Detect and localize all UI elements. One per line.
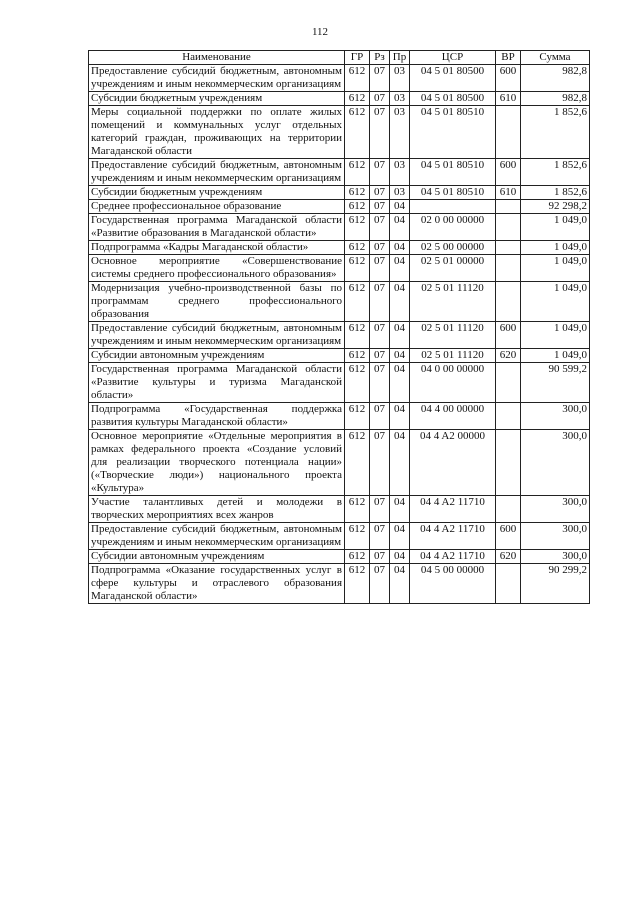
cell-rz: 07 <box>370 363 390 403</box>
cell-sum: 1 852,6 <box>521 159 590 186</box>
cell-vr: 610 <box>496 186 521 200</box>
cell-csr: 02 5 01 11120 <box>410 282 496 322</box>
cell-rz: 07 <box>370 92 390 106</box>
table-row <box>89 322 590 349</box>
cell-name: Государственная программа Магаданской области «Развитие культуры и туризма Магаданской области» <box>89 363 345 403</box>
column-header-vr: ВР <box>496 51 521 65</box>
cell-sum: 982,8 <box>521 65 590 92</box>
cell-name: Предоставление субсидий бюджетным, автономным учреждениям и иным некоммерческим организациям <box>89 159 345 186</box>
cell-name: Субсидии бюджетным учреждениям <box>89 186 345 200</box>
column-header-pr: Пр <box>390 51 410 65</box>
cell-pr: 03 <box>390 92 410 106</box>
cell-gr: 612 <box>345 430 370 496</box>
cell-pr: 04 <box>390 322 410 349</box>
cell-vr: 600 <box>496 523 521 550</box>
cell-pr: 04 <box>390 241 410 255</box>
cell-csr: 04 5 01 80500 <box>410 65 496 92</box>
cell-pr: 04 <box>390 200 410 214</box>
cell-rz: 07 <box>370 322 390 349</box>
cell-csr: 02 0 00 00000 <box>410 214 496 241</box>
cell-sum: 90 599,2 <box>521 363 590 403</box>
column-header-rz: Рз <box>370 51 390 65</box>
cell-vr <box>496 363 521 403</box>
table-row <box>89 92 590 106</box>
table-row <box>89 564 590 604</box>
table-row <box>89 200 590 214</box>
cell-name: Субсидии автономным учреждениям <box>89 349 345 363</box>
table-row <box>89 241 590 255</box>
table-row <box>89 550 590 564</box>
cell-name: Участие талантливых детей и молодежи в творческих мероприятиях всех жанров <box>89 496 345 523</box>
cell-name: Субсидии автономным учреждениям <box>89 550 345 564</box>
cell-vr: 610 <box>496 92 521 106</box>
cell-gr: 612 <box>345 322 370 349</box>
cell-rz: 07 <box>370 159 390 186</box>
cell-name: Предоставление субсидий бюджетным, автономным учреждениям и иным некоммерческим организациям <box>89 65 345 92</box>
cell-gr: 612 <box>345 186 370 200</box>
cell-pr: 04 <box>390 403 410 430</box>
cell-name: Основное мероприятие «Совершенствование системы среднего профессионального образования» <box>89 255 345 282</box>
cell-pr: 04 <box>390 430 410 496</box>
cell-csr: 04 5 01 80500 <box>410 92 496 106</box>
cell-gr: 612 <box>345 564 370 604</box>
cell-csr: 02 5 01 11120 <box>410 322 496 349</box>
cell-vr <box>496 106 521 159</box>
cell-gr: 612 <box>345 550 370 564</box>
cell-pr: 03 <box>390 65 410 92</box>
cell-csr: 04 4 00 00000 <box>410 403 496 430</box>
column-header-name: Наименование <box>89 51 345 65</box>
cell-vr: 620 <box>496 550 521 564</box>
table-row <box>89 363 590 403</box>
cell-gr: 612 <box>345 65 370 92</box>
table-header-row <box>89 51 590 65</box>
cell-vr <box>496 564 521 604</box>
table-row <box>89 282 590 322</box>
cell-sum: 300,0 <box>521 523 590 550</box>
table-row <box>89 349 590 363</box>
cell-gr: 612 <box>345 496 370 523</box>
cell-name: Государственная программа Магаданской области «Развитие образования в Магаданской области» <box>89 214 345 241</box>
cell-rz: 07 <box>370 255 390 282</box>
cell-rz: 07 <box>370 403 390 430</box>
cell-sum: 1 852,6 <box>521 186 590 200</box>
cell-sum: 1 049,0 <box>521 241 590 255</box>
cell-gr: 612 <box>345 349 370 363</box>
cell-name: Субсидии бюджетным учреждениям <box>89 92 345 106</box>
cell-vr <box>496 200 521 214</box>
cell-sum: 300,0 <box>521 550 590 564</box>
cell-rz: 07 <box>370 241 390 255</box>
table-row <box>89 430 590 496</box>
cell-sum: 1 049,0 <box>521 255 590 282</box>
cell-csr: 04 5 01 80510 <box>410 186 496 200</box>
cell-sum: 300,0 <box>521 430 590 496</box>
cell-vr <box>496 496 521 523</box>
cell-sum: 1 049,0 <box>521 282 590 322</box>
cell-vr <box>496 255 521 282</box>
cell-rz: 07 <box>370 65 390 92</box>
cell-rz: 07 <box>370 430 390 496</box>
cell-pr: 04 <box>390 214 410 241</box>
cell-rz: 07 <box>370 106 390 159</box>
cell-pr: 04 <box>390 349 410 363</box>
cell-rz: 07 <box>370 200 390 214</box>
cell-vr <box>496 214 521 241</box>
cell-vr <box>496 403 521 430</box>
cell-csr: 04 5 00 00000 <box>410 564 496 604</box>
cell-name: Меры социальной поддержки по оплате жилых помещений и коммунальных услуг отдельных категорий граждан, проживающих на территории Магаданской области <box>89 106 345 159</box>
cell-name: Предоставление субсидий бюджетным, автономным учреждениям и иным некоммерческим организациям <box>89 523 345 550</box>
cell-gr: 612 <box>345 106 370 159</box>
cell-rz: 07 <box>370 564 390 604</box>
budget-table <box>88 50 590 604</box>
cell-sum: 982,8 <box>521 92 590 106</box>
cell-sum: 300,0 <box>521 496 590 523</box>
cell-sum: 1 049,0 <box>521 349 590 363</box>
cell-pr: 04 <box>390 550 410 564</box>
cell-pr: 04 <box>390 282 410 322</box>
cell-gr: 612 <box>345 282 370 322</box>
cell-sum: 300,0 <box>521 403 590 430</box>
cell-rz: 07 <box>370 214 390 241</box>
cell-csr: 04 5 01 80510 <box>410 159 496 186</box>
table-row <box>89 186 590 200</box>
cell-vr <box>496 430 521 496</box>
column-header-sum: Сумма <box>521 51 590 65</box>
cell-rz: 07 <box>370 282 390 322</box>
cell-gr: 612 <box>345 200 370 214</box>
cell-pr: 03 <box>390 186 410 200</box>
cell-name: Предоставление субсидий бюджетным, автономным учреждениям и иным некоммерческим организациям <box>89 322 345 349</box>
cell-name: Основное мероприятие «Отдельные мероприятия в рамках федерального проекта «Создание условий для реализации творческого потенциала нации» («Творческие люди») национального проекта «Культура» <box>89 430 345 496</box>
table-row <box>89 106 590 159</box>
cell-csr: 04 4 A2 00000 <box>410 430 496 496</box>
cell-csr: 02 5 01 00000 <box>410 255 496 282</box>
cell-gr: 612 <box>345 523 370 550</box>
cell-csr: 02 5 00 00000 <box>410 241 496 255</box>
cell-pr: 03 <box>390 106 410 159</box>
table-row <box>89 214 590 241</box>
cell-vr: 600 <box>496 322 521 349</box>
cell-sum: 1 049,0 <box>521 322 590 349</box>
cell-rz: 07 <box>370 523 390 550</box>
cell-rz: 07 <box>370 550 390 564</box>
cell-vr: 600 <box>496 65 521 92</box>
cell-gr: 612 <box>345 214 370 241</box>
column-header-csr: ЦСР <box>410 51 496 65</box>
table-row <box>89 65 590 92</box>
cell-gr: 612 <box>345 159 370 186</box>
table-row <box>89 523 590 550</box>
cell-gr: 612 <box>345 92 370 106</box>
cell-gr: 612 <box>345 241 370 255</box>
cell-csr: 02 5 01 11120 <box>410 349 496 363</box>
table-row <box>89 403 590 430</box>
cell-rz: 07 <box>370 349 390 363</box>
cell-sum: 1 852,6 <box>521 106 590 159</box>
cell-pr: 04 <box>390 363 410 403</box>
cell-name: Модернизация учебно-производственной базы по программам среднего профессионального образования <box>89 282 345 322</box>
cell-sum: 90 299,2 <box>521 564 590 604</box>
cell-csr: 04 4 A2 11710 <box>410 523 496 550</box>
table-row <box>89 496 590 523</box>
page-number: 112 <box>311 26 329 38</box>
cell-name: Подпрограмма «Оказание государственных услуг в сфере культуры и отраслевого образования Магаданской области» <box>89 564 345 604</box>
cell-sum: 92 298,2 <box>521 200 590 214</box>
cell-gr: 612 <box>345 255 370 282</box>
cell-vr <box>496 241 521 255</box>
cell-rz: 07 <box>370 496 390 523</box>
cell-gr: 612 <box>345 363 370 403</box>
cell-vr: 620 <box>496 349 521 363</box>
cell-csr <box>410 200 496 214</box>
cell-csr: 04 0 00 00000 <box>410 363 496 403</box>
cell-name: Среднее профессиональное образование <box>89 200 345 214</box>
cell-pr: 04 <box>390 496 410 523</box>
cell-pr: 03 <box>390 159 410 186</box>
cell-name: Подпрограмма «Государственная поддержка развития культуры Магаданской области» <box>89 403 345 430</box>
cell-pr: 04 <box>390 523 410 550</box>
cell-gr: 612 <box>345 403 370 430</box>
cell-csr: 04 4 A2 11710 <box>410 496 496 523</box>
table-body <box>89 65 590 604</box>
cell-vr: 600 <box>496 159 521 186</box>
cell-rz: 07 <box>370 186 390 200</box>
cell-sum: 1 049,0 <box>521 214 590 241</box>
cell-csr: 04 5 01 80510 <box>410 106 496 159</box>
column-header-gr: ГР <box>345 51 370 65</box>
cell-pr: 04 <box>390 255 410 282</box>
cell-vr <box>496 282 521 322</box>
cell-pr: 04 <box>390 564 410 604</box>
cell-csr: 04 4 A2 11710 <box>410 550 496 564</box>
table-row <box>89 159 590 186</box>
table-row <box>89 255 590 282</box>
cell-name: Подпрограмма «Кадры Магаданской области» <box>89 241 345 255</box>
